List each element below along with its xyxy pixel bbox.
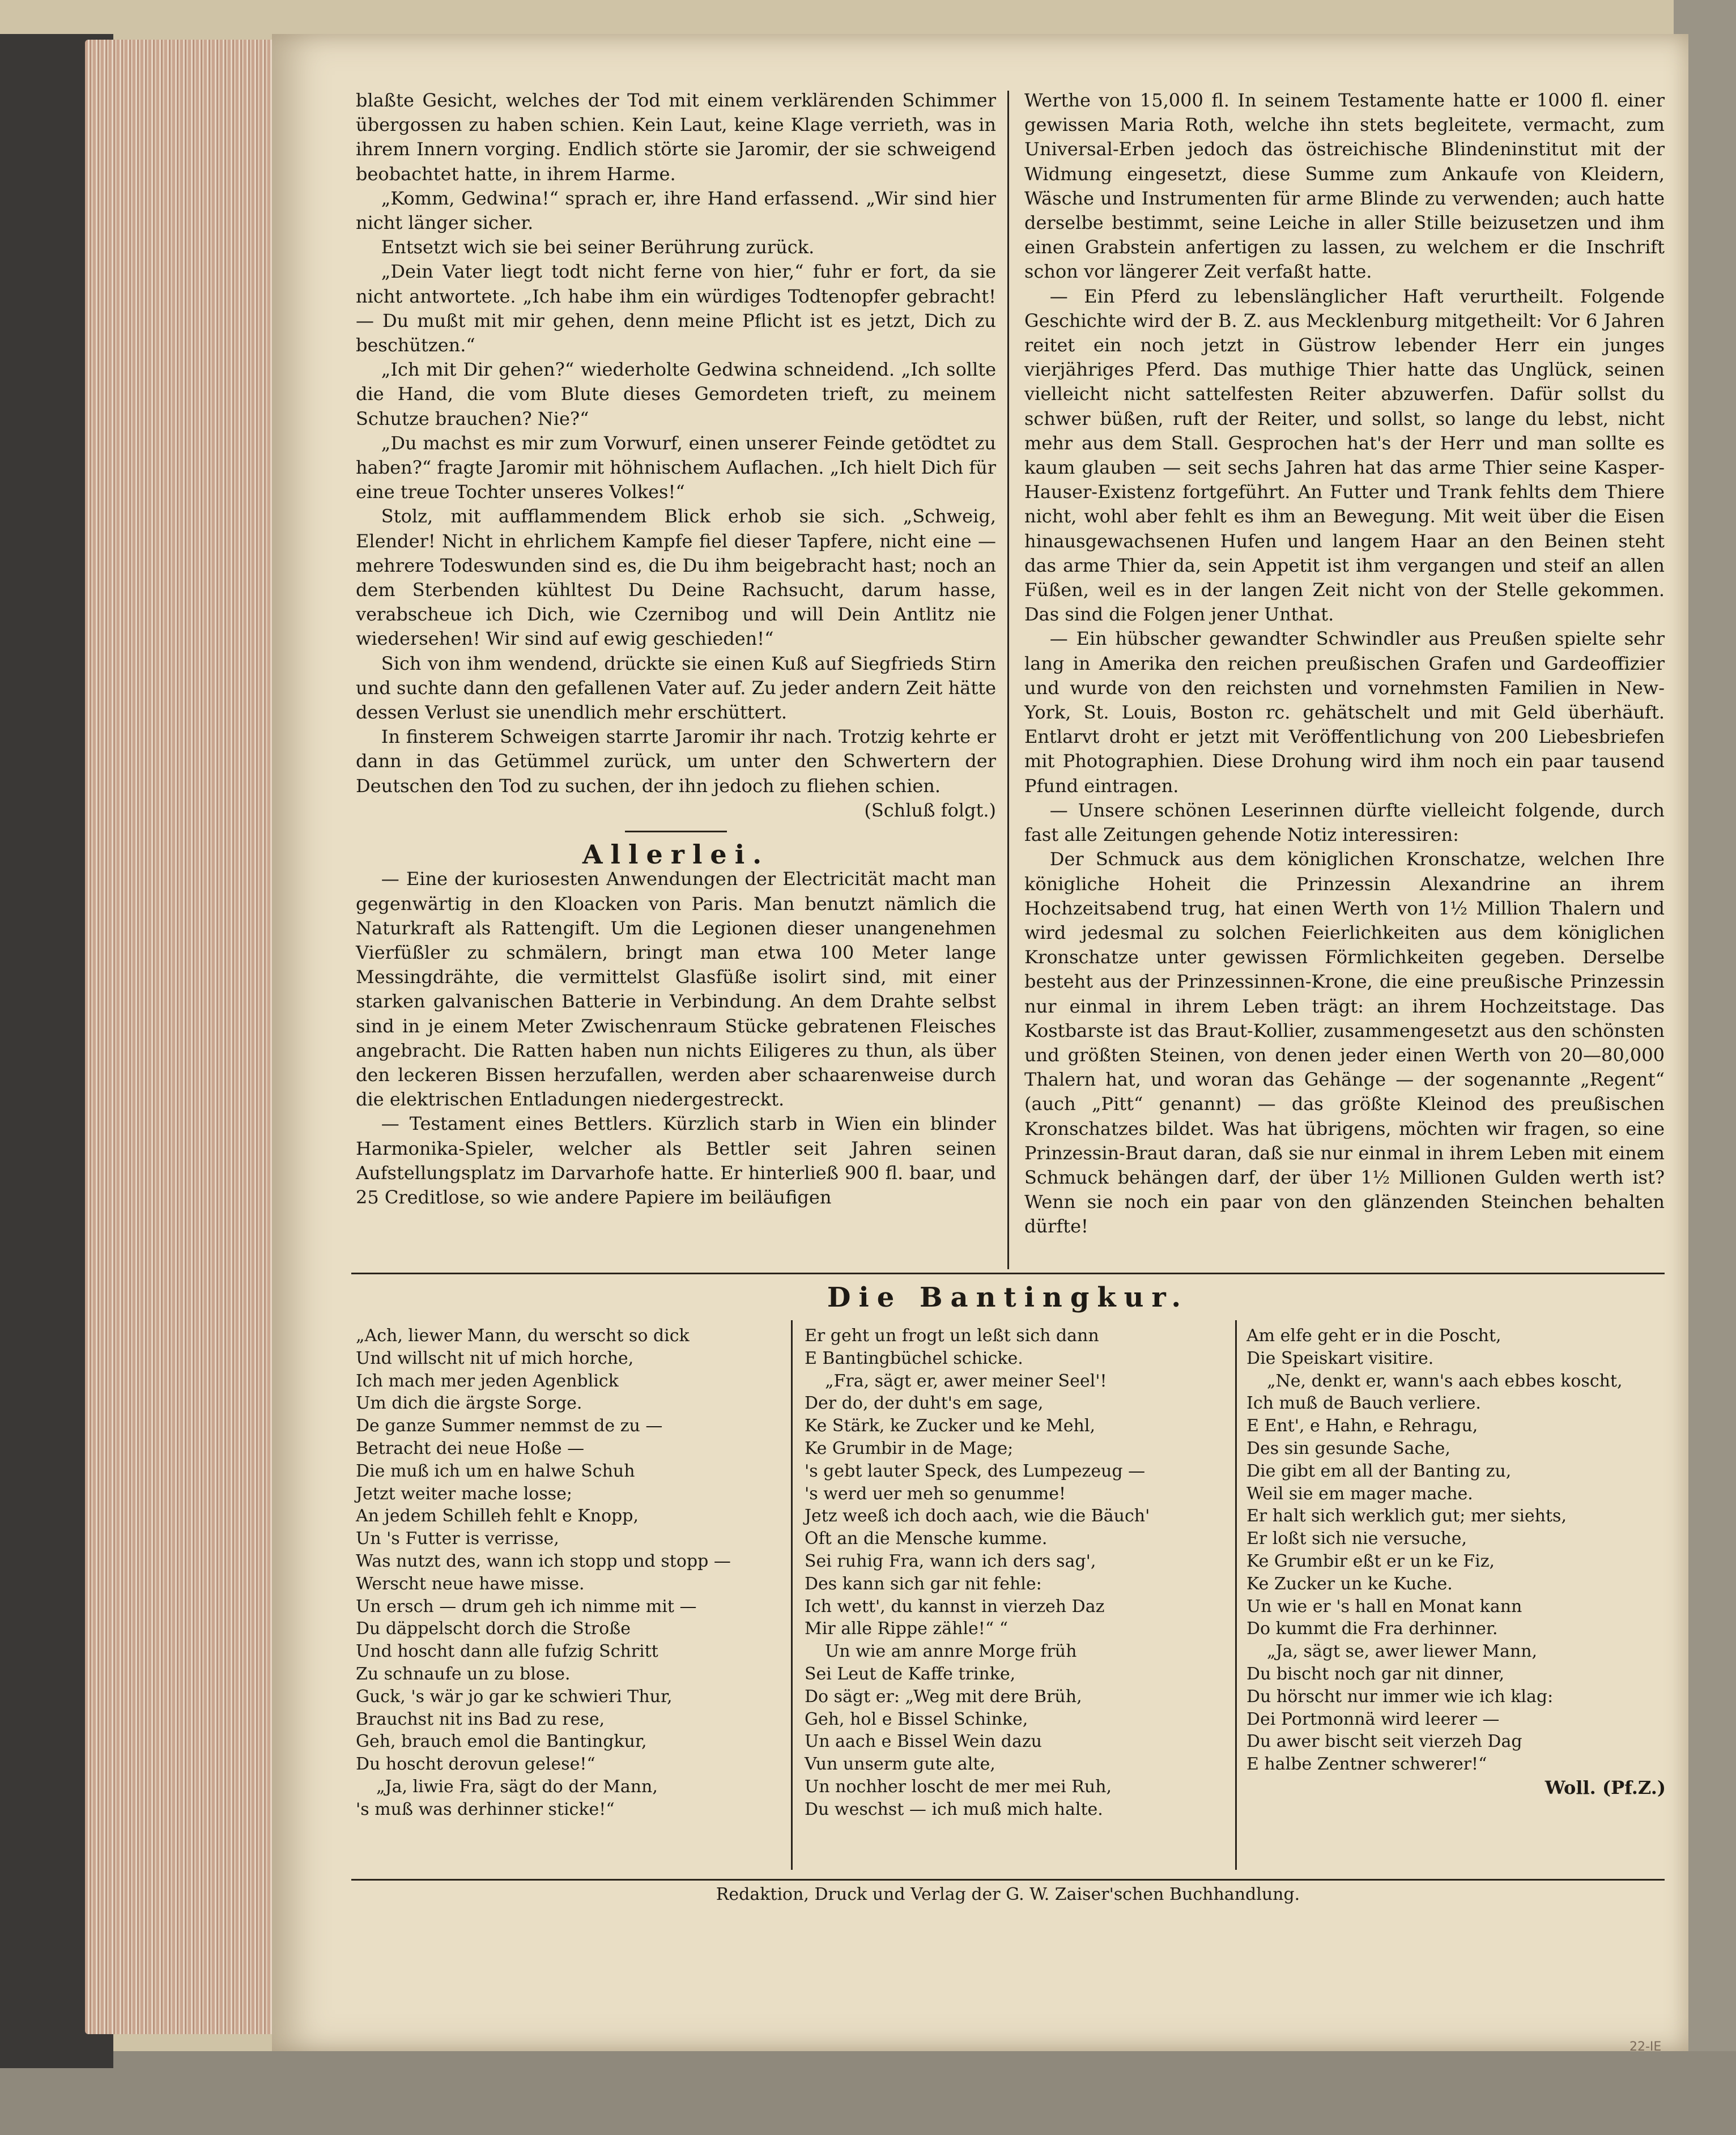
poem-line: „Ja, liwie Fra, sägt do der Mann, [376, 1776, 658, 1797]
poem-line: Die gibt em all der Banting zu, [1246, 1461, 1512, 1481]
poem-line: E halbe Zentner schwerer!“ [1246, 1754, 1487, 1775]
poem-line: Und hoscht dann alle fufzig Schritt [356, 1641, 658, 1662]
poem-line: Betracht dei neue Hoße — [356, 1438, 585, 1458]
imprint-rule [351, 1879, 1665, 1881]
poem-line: Du weschst — ich muß mich halte. [805, 1799, 1103, 1819]
paragraph: — Ein hübscher gewandter Schwindler aus Preußen spielte sehr lang in Amerika den reichen preußischen Grafen und Gardeoffizier und wurde von den reichsten und vornehmsten Familien in New-York, St. Louis, Boston rc. gehätschelt und mit Geld überhäuft. Entlarvt droht er jetzt mit Veröffentlichung von 200 Liebesbriefen mit Photographien. Diese Drohung wird ihm noch ein paar tausend Pfund eintragen. [1024, 628, 1665, 797]
column-divider [1007, 91, 1009, 1269]
poem-line: Der do, der duht's em sage, [805, 1393, 1044, 1414]
paragraph: Der Schmuck aus dem königlichen Kronschatze, welchen Ihre königliche Hoheit die Prinzessin Alexandrine an ihrem Hochzeitsabend trug, hat einen Werth von 1½ Million Thalern und wird jedesmal zu solchen Feierlichkeiten aus dem königlichen Kronschatze unter gewissen Förmlichkeiten gegeben. Derselbe besteht aus der Prinzessinnen-Krone, die eine preußische Prinzessin nur einmal in ihrem Leben trägt: an ihrem Hochzeitstage. Das Kostbarste ist das Braut-Kollier, zusammengesetzt aus den schönsten und größten Steinen, von denen jeder einen Werth von 20—80,000 Thalern hat, und woran das Gehänge — der sogenannte „Regent“ (auch „Pitt“ genannt) — das größte Kleinod des preußischen Kronschatzes bildet. Was hat übrigens, möchten wir fragen, so eine Prinzessin-Braut daran, daß sie nur einmal in ihrem Leben mit einem Schmuck behängen darf, der über 1½ Millionen Gulden werth ist? Wenn sie noch ein paar von den glänzenden Steinchen behalten dürfte! [1024, 848, 1665, 1237]
paragraph: „Dein Vater liegt todt nicht ferne von hier,“ fuhr er fort, da sie nicht antwortete. „Ich habe ihm ein würdiges Todtenopfer gebracht! — Du mußt mit mir gehen, denn meine Pflicht ist es jetzt, Dich zu beschützen.“ [356, 261, 996, 356]
page-edges [85, 40, 278, 2034]
poem-line: Du däppelscht dorch die Stroße [356, 1619, 631, 1639]
poem-line: Was nutzt des, wann ich stopp und stopp — [356, 1551, 731, 1571]
poem-line: Die Speiskart visitire. [1246, 1348, 1434, 1368]
poem-line: Dei Portmonnä wird leerer — [1246, 1709, 1500, 1729]
poem-line: Un wie er 's hall en Monat kann [1246, 1596, 1522, 1617]
poem-line: Mir alle Rippe zähle!“ “ [805, 1619, 1009, 1639]
paragraph: blaßte Gesicht, welches der Tod mit einem verklärenden Schimmer übergossen zu haben schien. Kein Laut, keine Klage verrieth, was in ihrem Innern vorging. Endlich störte sie Jaromir, der sie schweigend beobachtet hatte, in ihrem Harme. [356, 90, 996, 185]
poem-line: Zu schnaufe un zu blose. [356, 1664, 571, 1684]
poem-line: Weil sie em mager mache. [1246, 1483, 1473, 1504]
poem-line: Ich mach mer jeden Agenblick [356, 1371, 619, 1391]
poem-line: Un aach e Bissel Wein dazu [805, 1732, 1042, 1752]
poem-line: Un 's Futter is verrisse, [356, 1529, 559, 1549]
section-title: Allerlei. [582, 839, 770, 870]
poem-line: „Ne, denkt er, wann's aach ebbes koscht, [1267, 1371, 1623, 1391]
poem-line: Do sägt er: „Weg mit dere Brüh, [805, 1686, 1082, 1707]
poem-line: Werscht neue hawe misse. [356, 1573, 585, 1594]
poem-line: Am elfe geht er in die Poscht, [1246, 1326, 1501, 1346]
continuation-note: (Schluß folgt.) [864, 799, 996, 821]
poem-line: Un wie am annre Morge früh [825, 1641, 1077, 1662]
poem-line: Geh, hol e Bissel Schinke, [805, 1709, 1028, 1729]
poem-line: 's muß was derhinner sticke!“ [356, 1799, 615, 1819]
poem-divider-2 [1235, 1320, 1237, 1870]
right-text-column [1024, 88, 1665, 1239]
poem-line: Er loßt sich nie versuche, [1246, 1529, 1467, 1549]
left-text-column [356, 88, 996, 1210]
poem-line: An jedem Schilleh fehlt e Knopp, [356, 1506, 639, 1526]
poem-line: Do kummt die Fra derhinner. [1246, 1619, 1498, 1639]
poem-column-2 [805, 1325, 1235, 1821]
poem-line: Ke Grumbir eßt er un ke Fiz, [1246, 1551, 1495, 1571]
poem-line: Ich wett', du kannst in vierzeh Daz [805, 1596, 1105, 1617]
poem-line: „Fra, sägt er, awer meiner Seel'! [825, 1371, 1107, 1391]
poem-signature: Woll. (Pf.Z.) [1544, 1777, 1666, 1798]
poem-line: Jetz weeß ich doch aach, wie die Bäuch' [805, 1506, 1150, 1526]
poem-line: Ke Stärk, ke Zucker und ke Mehl, [805, 1416, 1096, 1436]
paragraph: — Unsere schönen Leserinnen dürfte vielleicht folgende, durch fast alle Zeitungen gehende Notiz interessiren: [1024, 799, 1665, 846]
poem-line: Des sin gesunde Sache, [1246, 1438, 1450, 1458]
poem-line: Er halt sich werklich gut; mer siehts, [1246, 1506, 1567, 1526]
poem-line: Du hoscht derovun gelese!“ [356, 1754, 595, 1775]
poem-line: Und willscht nit uf mich horche, [356, 1348, 634, 1368]
imprint-line: Redaktion, Druck und Verlag der G. W. Zaiser'schen Buchhandlung. [716, 1885, 1300, 1904]
poem-line: Oft an die Mensche kumme. [805, 1529, 1048, 1549]
paragraph: „Ich mit Dir gehen?“ wiederholte Gedwina schneidend. „Ich sollte die Hand, die vom Blute dieses Gemordeten trieft, zu meinem Schutze brauchen? Nie?“ [356, 359, 996, 429]
poem-line: Geh, brauch emol die Bantingkur, [356, 1732, 647, 1752]
poem-line: Des kann sich gar nit fehle: [805, 1573, 1042, 1594]
poem-line: De ganze Summer nemmst de zu — [356, 1416, 663, 1436]
paragraph: — Ein Pferd zu lebenslänglicher Haft verurtheilt. Folgende Geschichte wird der B. Z. aus Mecklenburg mitgetheilt: Vor 6 Jahren reitet ein noch jetzt in Güstrow lebender Herr ein junges vierjähriges Pferd. Das muthige Thier hatte das Unglück, seinen vielleicht nicht sattelfesten Reiter abzuwerfen. Dafür sollst du schwer büßen, ruft der Reiter, und sollst, so lange du lebst, nicht mehr aus dem Stall. Gesprochen hat's der Herr und man sollte es kaum glauben — seit sechs Jahren hat das arme Thier seine Kasper-Hauser-Existenz fortgeführt. An Futter und Trank fehlts dem Thiere nicht, wohl aber fehlt es ihm an Bewegung. Mit weit über die Eisen hinausgewachsenen Hufen und langem Haar an den Beinen steht das arme Thier da, sein Appetit ist ihm vergangen und steif an allen Füßen, weil es in der langen Zeit nicht von der Stelle gekommen. Das sind die Folgen jener Unthat. [1024, 285, 1665, 626]
poem-column-3 [1246, 1325, 1666, 1776]
poem-column-1 [356, 1325, 786, 1821]
poem-line: Brauchst nit ins Bad zu rese, [356, 1709, 605, 1729]
poem-line: Sei ruhig Fra, wann ich ders sag', [805, 1551, 1096, 1571]
poem-line: 's gebt lauter Speck, des Lumpezeug — [805, 1461, 1146, 1481]
paragraph: — Testament eines Bettlers. Kürzlich starb in Wien ein blinder Harmonika-Spieler, welcher als Bettler seit Jahren seinen Aufstellungsplatz im Darvarhofe hatte. Er hinterließ 900 fl. baar, und 25 Creditlose, so wie andere Papiere im beiläufigen [356, 1113, 996, 1208]
poem-line: „Ja, sägt se, awer liewer Mann, [1267, 1641, 1538, 1662]
paragraph: In finsterem Schweigen starrte Jaromir ihr nach. Trotzig kehrte er dann in das Getümmel zurück, um unter den Schwertern der Deutschen den Tod zu suchen, der ihn jedoch zu fliehen schien. [356, 726, 996, 797]
poem-top-rule [351, 1273, 1665, 1274]
paragraph: Entsetzt wich sie bei seiner Berührung zurück. [381, 236, 815, 258]
poem-line: E Bantingbüchel schicke. [805, 1348, 1023, 1368]
background-bottom [0, 2051, 1736, 2135]
poem-line: Sei Leut de Kaffe trinke, [805, 1664, 1016, 1684]
paragraph: „Du machst es mir zum Vorwurf, einen unserer Feinde getödtet zu haben?“ fragte Jaromir mit höhnischem Auflachen. „Ich hielt Dich für eine treue Tochter unseres Volkes!“ [356, 432, 996, 503]
poem-line: Um dich die ärgste Sorge. [356, 1393, 582, 1414]
poem-line: Er geht un frogt un leßt sich dann [805, 1326, 1099, 1346]
poem-line: 's werd uer meh so genumme! [805, 1483, 1066, 1504]
poem-line: Du hörscht nur immer wie ich klag: [1246, 1686, 1554, 1707]
paragraph: „Komm, Gedwina!“ sprach er, ihre Hand erfassend. „Wir sind hier nicht länger sicher. [356, 187, 996, 234]
shelfmark: 22-IE [1629, 2040, 1662, 2054]
poem-line: Jetzt weiter mache losse; [356, 1483, 573, 1504]
poem-line: E Ent', e Hahn, e Rehragu, [1246, 1416, 1478, 1436]
poem-line: Ke Grumbir in de Mage; [805, 1438, 1014, 1458]
poem-line: Ke Zucker un ke Kuche. [1246, 1573, 1453, 1594]
paragraph: Sich von ihm wendend, drückte sie einen Kuß auf Siegfrieds Stirn und suchte dann den gefallenen Vater auf. Zu jeder andern Zeit hätte dessen Verlust sie unendlich mehr erschüttert. [356, 652, 996, 724]
poem-line: Du bischt noch gar nit dinner, [1246, 1664, 1505, 1684]
poem-divider-1 [791, 1320, 793, 1870]
poem-line: Un nochher loscht de mer mei Ruh, [805, 1776, 1112, 1797]
poem-line: Ich muß de Bauch verliere. [1246, 1393, 1481, 1414]
poem-line: Vun unserm gute alte, [805, 1754, 995, 1775]
paragraph: — Eine der kuriosesten Anwendungen der Electricität macht man gegenwärtig in den Kloacken von Paris. Man benutzt nämlich die Naturkraft als Rattengift. Um die Legionen dieser unangenehmen Vierfüßler zu schmälern, bringt man etwa 100 Meter lange Messingdrähte, die vermittelst Glasfüße isolirt sind, mit einer starken galvanischen Batterie in Verbindung. An dem Drahte selbst sind in je einem Meter Zwischenraum Stücke gebratenen Fleisches angebracht. Die Ratten haben nun nichts Eiligeres zu thun, als über den leckeren Bissen herzufallen, werden aber schaarenweise durch die elektrischen Entladungen niedergestreckt. [356, 868, 996, 1111]
paragraph: Stolz, mit aufflammendem Blick erhob sie sich. „Schweig, Elender! Nicht in ehrlichem Kampfe fiel dieser Tapfere, nicht eine — mehrere Todeswunden sind es, die Du ihm beigebracht hast; noch an dem Sterbenden kühltest Du Deine Rachsucht, darum hasse, verabscheue ich Dich, wie Czernibog und will Dein Antlitz nie wiedersehen! Wir sind auf ewig geschieden!“ [356, 505, 996, 650]
section-rule [625, 831, 727, 832]
poem-line: Un ersch — drum geh ich nimme mit — [356, 1596, 697, 1617]
poem-title: Die Bantingkur. [827, 1282, 1189, 1313]
poem-line: Du awer bischt seit vierzeh Dag [1246, 1732, 1522, 1752]
poem-line: Die muß ich um en halwe Schuh [356, 1461, 635, 1481]
poem-line: Guck, 's wär jo gar ke schwieri Thur, [356, 1686, 673, 1707]
paragraph: Werthe von 15,000 fl. In seinem Testamente hatte er 1000 fl. einer gewissen Maria Roth, welche ihn stets begleitete, vermacht, zum Universal-Erben jedoch das östreichische Blindeninstitut mit der Widmung eingesetzt, diese Summe zum Ankaufe von Kleidern, Wäsche und Instrumenten für arme Blinde zu verwenden; auch hatte derselbe bestimmt, seine Leiche in aller Stille beizusetzen und ihm einen Grabstein anfertigen zu lassen, zu welchem er die Inschrift schon vor längerer Zeit verfaßt hatte. [1024, 90, 1665, 283]
poem-line: „Ach, liewer Mann, du werscht so dick [356, 1326, 690, 1346]
